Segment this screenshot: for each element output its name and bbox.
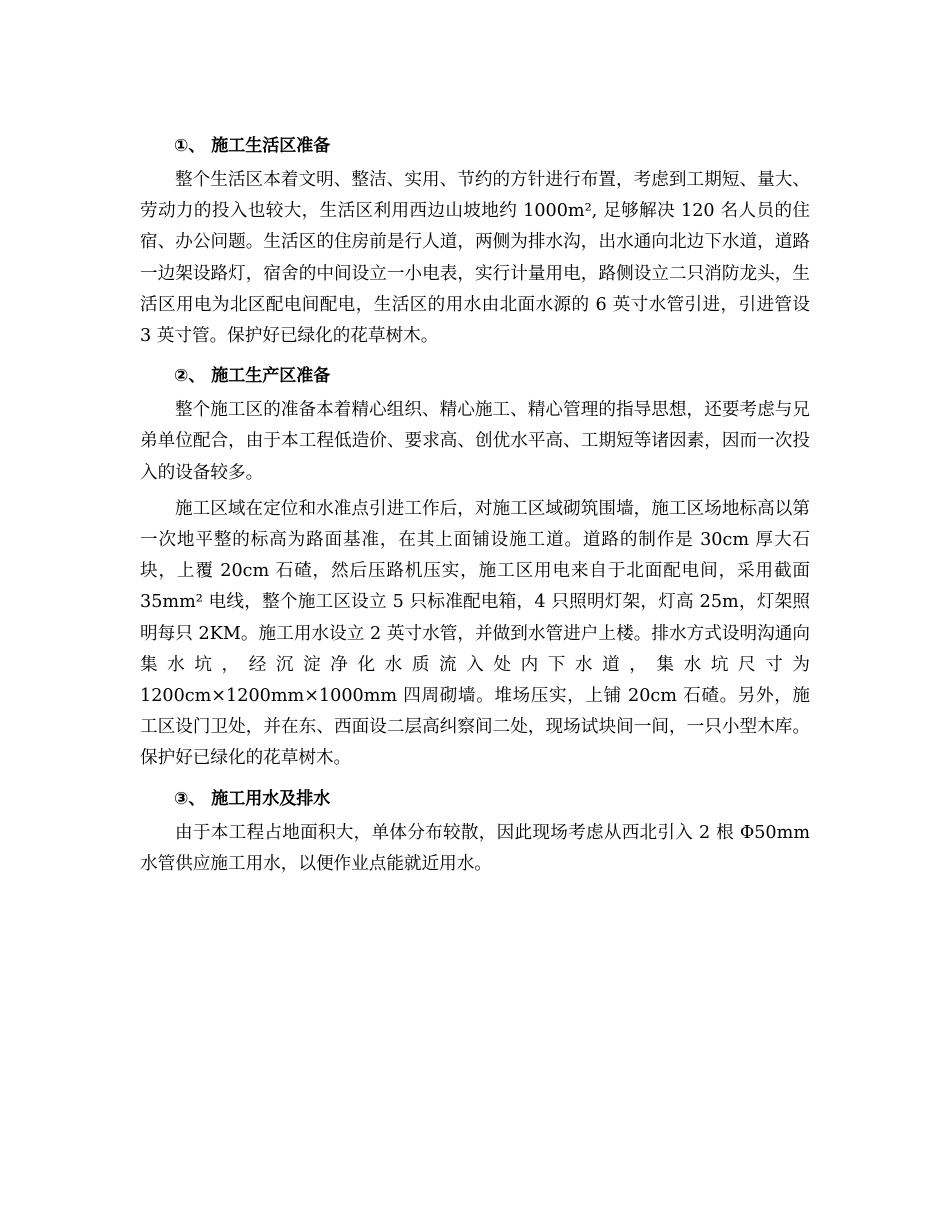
document-page xyxy=(140,128,810,884)
section-heading-living-area: ①、 施工生活区准备 xyxy=(174,136,331,156)
paragraph-living-area: 整个生活区本着文明、整洁、实用、节约的方针进行布置，考虑到工期短、量大、劳动力的投入也较大，生活区利用西边山坡地约 1000m², 足够解决 120 名人员的住宿、办公问题。生活区的住房前是行人道，两侧为排水沟，出水通向北边下水道，道路一边架设路灯，宿舍的中间设立一小电表，实行计量用电，路侧设立二只消防龙头，生活区用电为北区配电间配电，生活区的用水由北面水源的 6 英寸水管引进，引进管设 3 英寸管。保护好已绿化的花草树木。 xyxy=(140,170,810,347)
paragraph-production-area-intro: 整个施工区的准备本着精心组织、精心施工、精心管理的指导思想，还要考虑与兄弟单位配合，由于本工程低造价、要求高、创优水平高、工期短等诸因素，因而一次投入的设备较多。 xyxy=(140,400,810,483)
section-heading-water-drainage: ③、 施工用水及排水 xyxy=(174,788,331,809)
paragraph-production-area-details: 施工区域在定位和水准点引进工作后，对施工区域砌筑围墙，施工区场地标高以第一次地平整的标高为路面基准，在其上面铺设施工道。道路的制作是 30cm 厚大石块，上覆 20cm 石碴，然后压路机压实，施工区用电来自于北面配电间，采用截面 35mm² 电线，整个施工区设立 5 只标准配电箱，4 只照明灯架，灯高 25m，灯架照明每只 2KM。施工用水设立 2 英寸水管，并做到水管进户上楼。排水方式设明沟通向集水坑，经沉淀净化水质流入处内下水道，集水坑尺寸为 1200cm×1200mm×1000mm 四周砌墙。堆场压实，上铺 20cm 石碴。另外，施工区设门卫处，并在东、西面设二层高纠察间二处，现场试块间一间，一只小型木库。保护好已绿化的花草树木。 xyxy=(140,498,810,769)
section-heading-production-area: ②、 施工生产区准备 xyxy=(174,366,331,387)
paragraph-water-drainage: 由于本工程占地面积大，单体分布较散，因此现场考虑从西北引入 2 根 Φ50mm 水管供应施工用水，以便作业点能就近用水。 xyxy=(140,822,810,874)
